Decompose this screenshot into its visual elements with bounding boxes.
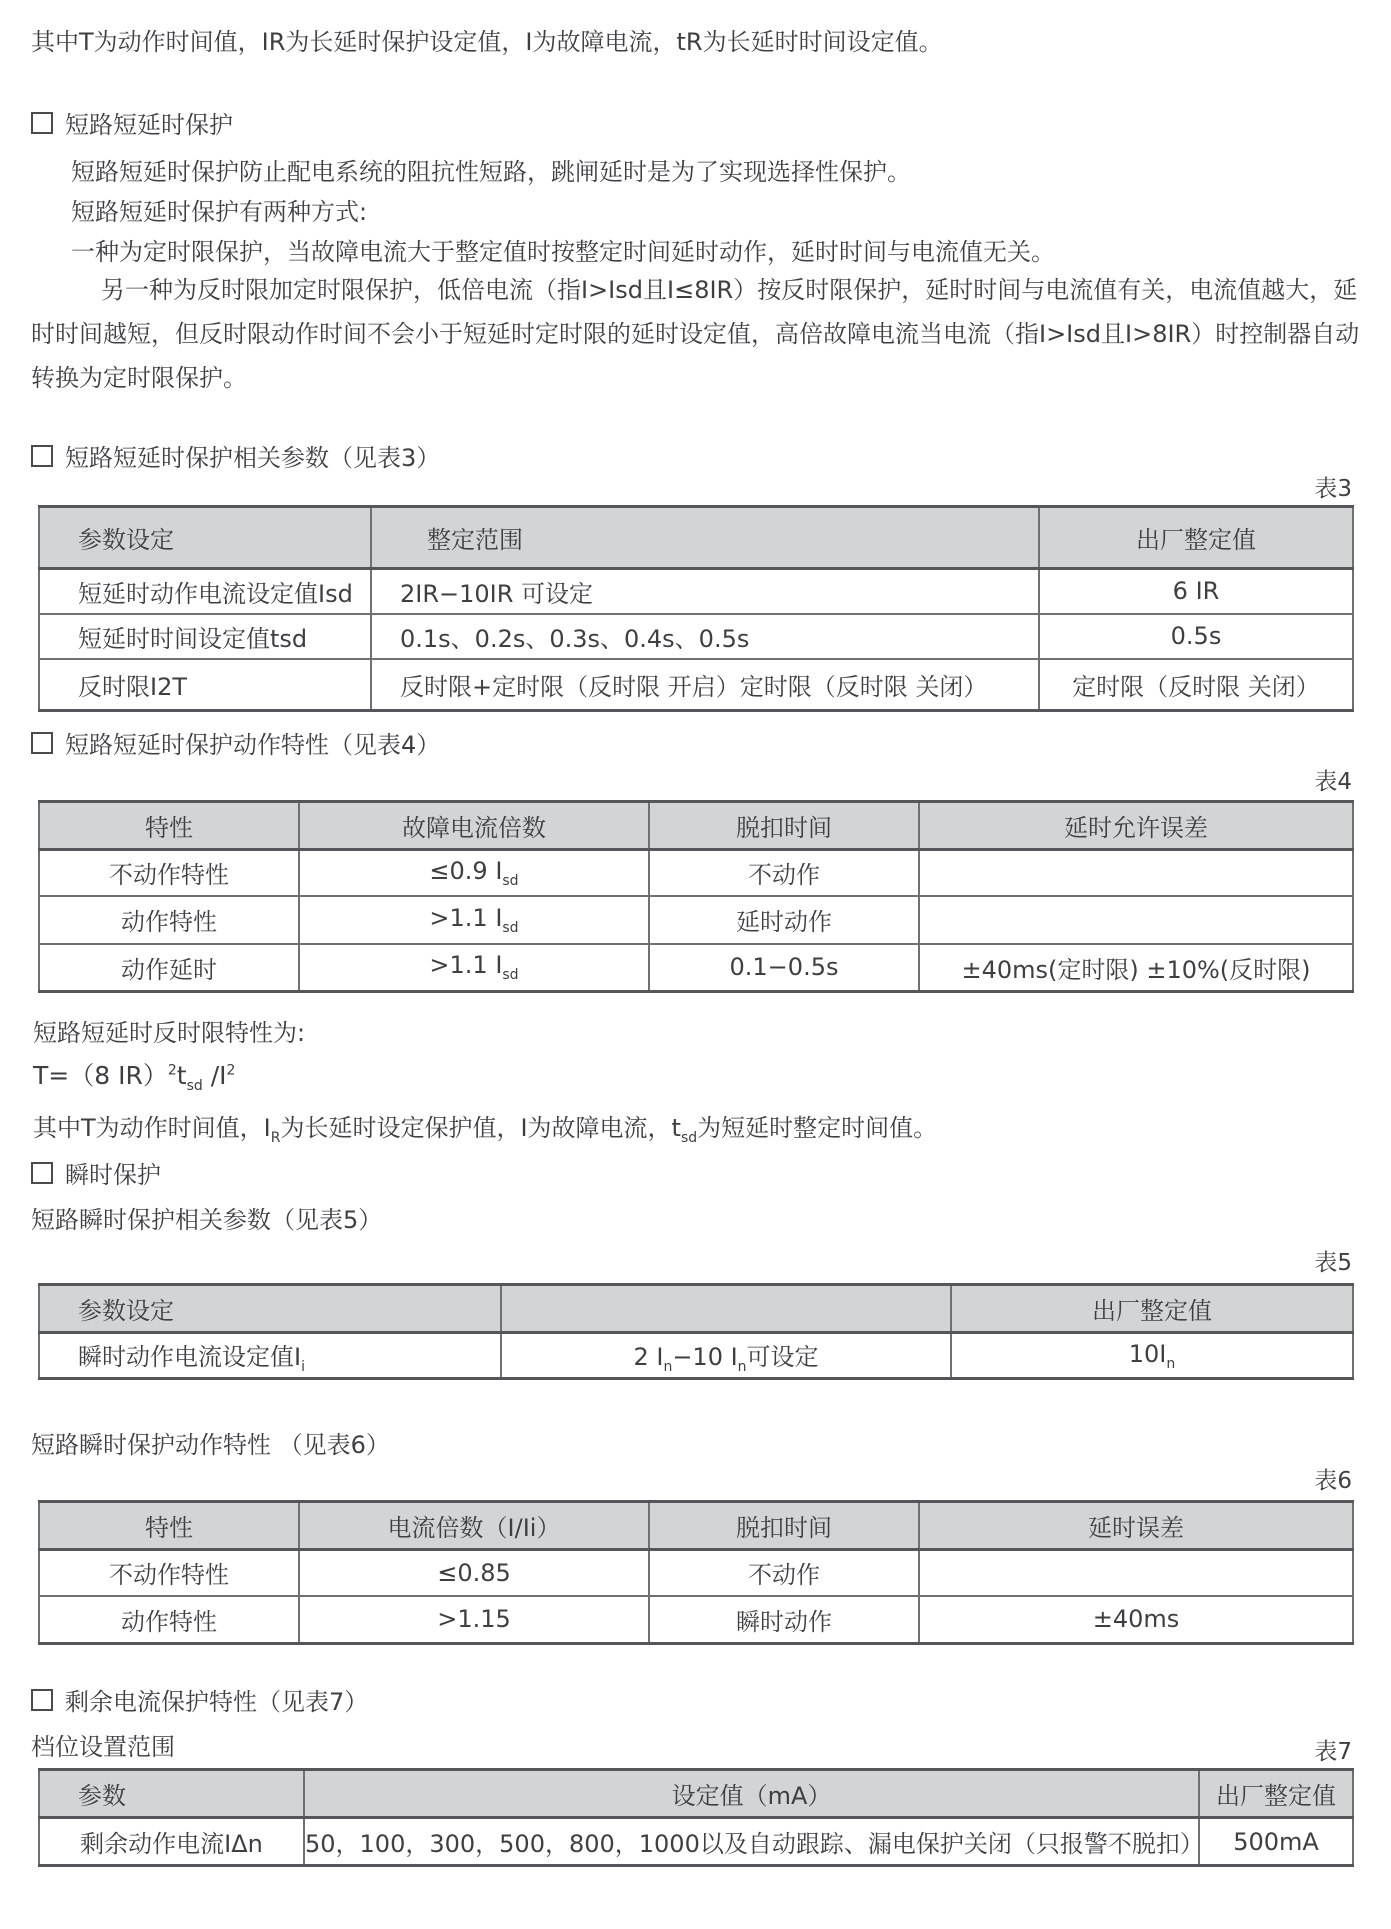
table3-label: 表3 xyxy=(1314,476,1352,502)
table-row xyxy=(39,1596,1353,1644)
t4-header-tolerance: 延时允许误差 xyxy=(919,802,1353,850)
square-bullet-icon xyxy=(31,1689,53,1711)
table-cell: 0.1−0.5s xyxy=(649,944,919,992)
section-heading-text: 瞬时保护 xyxy=(65,1161,161,1189)
table-row xyxy=(39,1550,1353,1596)
table-cell: 剩余动作电流IΔn xyxy=(39,1818,304,1866)
t4-header-trip-time: 脱扣时间 xyxy=(649,802,919,850)
table-cell: 动作延时 xyxy=(39,944,299,992)
table-row xyxy=(39,944,1353,992)
table-row xyxy=(39,1333,1353,1379)
table-row xyxy=(39,659,1353,711)
table-cell: >1.1 $I_{sd}$ xyxy=(299,896,649,944)
square-bullet-icon xyxy=(31,1162,53,1184)
table-cell: 短延时动作电流设定值Isd xyxy=(39,569,371,614)
table-cell: 动作特性 xyxy=(39,896,299,944)
table-6 xyxy=(38,1500,1354,1645)
section-heading-residual xyxy=(31,1682,368,1717)
table-cell: $10I_n$ xyxy=(951,1333,1353,1379)
table-cell: 500mA xyxy=(1199,1818,1353,1866)
table-cell: 0.1s、0.2s、0.3s、0.4s、0.5s xyxy=(371,614,1039,659)
t7-header-factory: 出厂整定值 xyxy=(1199,1770,1353,1818)
table7-label: 表7 xyxy=(1314,1739,1352,1765)
t6-header-characteristic: 特性 xyxy=(39,1502,299,1550)
table5-subtitle: 短路瞬时保护相关参数（见表5） xyxy=(31,1206,383,1234)
t3-header-factory: 出厂整定值 xyxy=(1039,507,1353,569)
table-cell xyxy=(919,1550,1353,1596)
t5-header-param: 参数设定 xyxy=(39,1285,501,1333)
table-cell: >1.15 xyxy=(299,1596,649,1644)
section-heading-text: 短路短延时保护动作特性（见表4） xyxy=(65,731,441,759)
table-cell: 瞬时动作电流设定值$I_i$ xyxy=(39,1333,501,1379)
table-cell: 2 $I_n-10$ $I_n$可设定 xyxy=(501,1333,951,1379)
table-cell: 反时限I2T xyxy=(39,659,371,711)
section-heading-text: 短路短延时保护相关参数（见表3） xyxy=(65,444,441,472)
section-heading-short-delay xyxy=(31,105,233,140)
square-bullet-icon xyxy=(31,112,53,134)
table-cell: 不动作特性 xyxy=(39,1550,299,1596)
t7-header-setting: 设定值（mA） xyxy=(304,1770,1199,1818)
table-cell: >1.1 $I_{sd}$ xyxy=(299,944,649,992)
table-cell: 50，100，300，500，800，1000以及自动跟踪、漏电保护关闭（只报警不脱扣） xyxy=(304,1818,1199,1866)
section-heading-text: 剩余电流保护特性（见表7） xyxy=(65,1688,369,1716)
intro-line: 其中T为动作时间值，IR为长延时保护设定值，I为故障电流，tR为长延时时间设定值。 xyxy=(31,28,943,56)
table-cell: 反时限+定时限（反时限 开启）定时限（反时限 关闭） xyxy=(371,659,1039,711)
section-heading-table4 xyxy=(31,725,440,760)
formula: T=（8 $IR)^2t_{sd}$ $/I^2$ xyxy=(33,1061,236,1094)
t6-header-trip-time: 脱扣时间 xyxy=(649,1502,919,1550)
t4-header-fault-multiple: 故障电流倍数 xyxy=(299,802,649,850)
table-cell: 不动作 xyxy=(649,850,919,896)
square-bullet-icon xyxy=(31,732,53,754)
t5-header-empty xyxy=(501,1285,951,1333)
table-row xyxy=(39,896,1353,944)
table-cell: 短延时时间设定值tsd xyxy=(39,614,371,659)
t3-header-param: 参数设定 xyxy=(39,507,371,569)
table-cell: 2IR−10IR 可设定 xyxy=(371,569,1039,614)
t4-header-characteristic: 特性 xyxy=(39,802,299,850)
t5-header-factory: 出厂整定值 xyxy=(951,1285,1353,1333)
section-heading-text: 短路短延时保护 xyxy=(65,111,233,139)
table6-label: 表6 xyxy=(1314,1468,1352,1494)
table-cell: 瞬时动作 xyxy=(649,1596,919,1644)
table-cell: 0.5s xyxy=(1039,614,1353,659)
paragraph-3: 一种为定时限保护，当故障电流大于整定值时按整定时间延时动作，延时时间与电流值无关。 xyxy=(71,238,1055,266)
table-cell: 6 IR xyxy=(1039,569,1353,614)
formula-note: 其中T为动作时间值，$I_R$为长延时设定保护值，I为故障电流，$t_{sd}$为短延时整定时间值。 xyxy=(33,1114,938,1146)
t3-header-range: 整定范围 xyxy=(371,507,1039,569)
t6-header-current-multiple: 电流倍数（I/Ii） xyxy=(299,1502,649,1550)
table-5 xyxy=(38,1283,1354,1380)
table-row xyxy=(39,614,1353,659)
table-row xyxy=(39,569,1353,614)
table-cell: 定时限（反时限 关闭） xyxy=(1039,659,1353,711)
paragraph-2: 短路短延时保护有两种方式: xyxy=(71,198,368,226)
table-4 xyxy=(38,800,1354,993)
table-cell xyxy=(919,896,1353,944)
table-cell: ±40ms xyxy=(919,1596,1353,1644)
table4-label: 表4 xyxy=(1314,769,1352,795)
table-cell: 延时动作 xyxy=(649,896,919,944)
table-cell xyxy=(919,850,1353,896)
table-cell: 动作特性 xyxy=(39,1596,299,1644)
table-cell: ±40ms(定时限) ±10%(反时限) xyxy=(919,944,1353,992)
table-7 xyxy=(38,1768,1354,1867)
table5-label: 表5 xyxy=(1314,1250,1352,1276)
table-3 xyxy=(38,505,1354,712)
section-heading-instantaneous xyxy=(31,1155,161,1190)
table6-subtitle: 短路瞬时保护动作特性 （见表6） xyxy=(31,1431,390,1459)
table7-subtitle: 档位设置范围 xyxy=(31,1733,175,1761)
section-heading-table3 xyxy=(31,438,440,473)
formula-lead: 短路短延时反时限特性为: xyxy=(33,1019,306,1047)
t7-header-param: 参数 xyxy=(39,1770,304,1818)
paragraph-1: 短路短延时保护防止配电系统的阻抗性短路，跳闸延时是为了实现选择性保护。 xyxy=(71,158,911,186)
table-row xyxy=(39,850,1353,896)
table-cell: 不动作 xyxy=(649,1550,919,1596)
square-bullet-icon xyxy=(31,445,53,467)
table-cell: ≤0.85 xyxy=(299,1550,649,1596)
table-cell: ≤0.9 $I_{sd}$ xyxy=(299,850,649,896)
table-cell: 不动作特性 xyxy=(39,850,299,896)
t6-header-tolerance: 延时误差 xyxy=(919,1502,1353,1550)
table-row xyxy=(39,1818,1353,1866)
paragraph-4: 另一种为反时限加定时限保护，低倍电流（指I>Isd且I≤8IR）按反时限保护，延时时间与电流值有关，电流值越大，延时时间越短，但反时限动作时间不会小于短延时定时限的延时设定值，高倍故障电流当电流（指I>Isd且I>8IR）时控制器自动转换为定时限保护。 xyxy=(31,276,1360,392)
